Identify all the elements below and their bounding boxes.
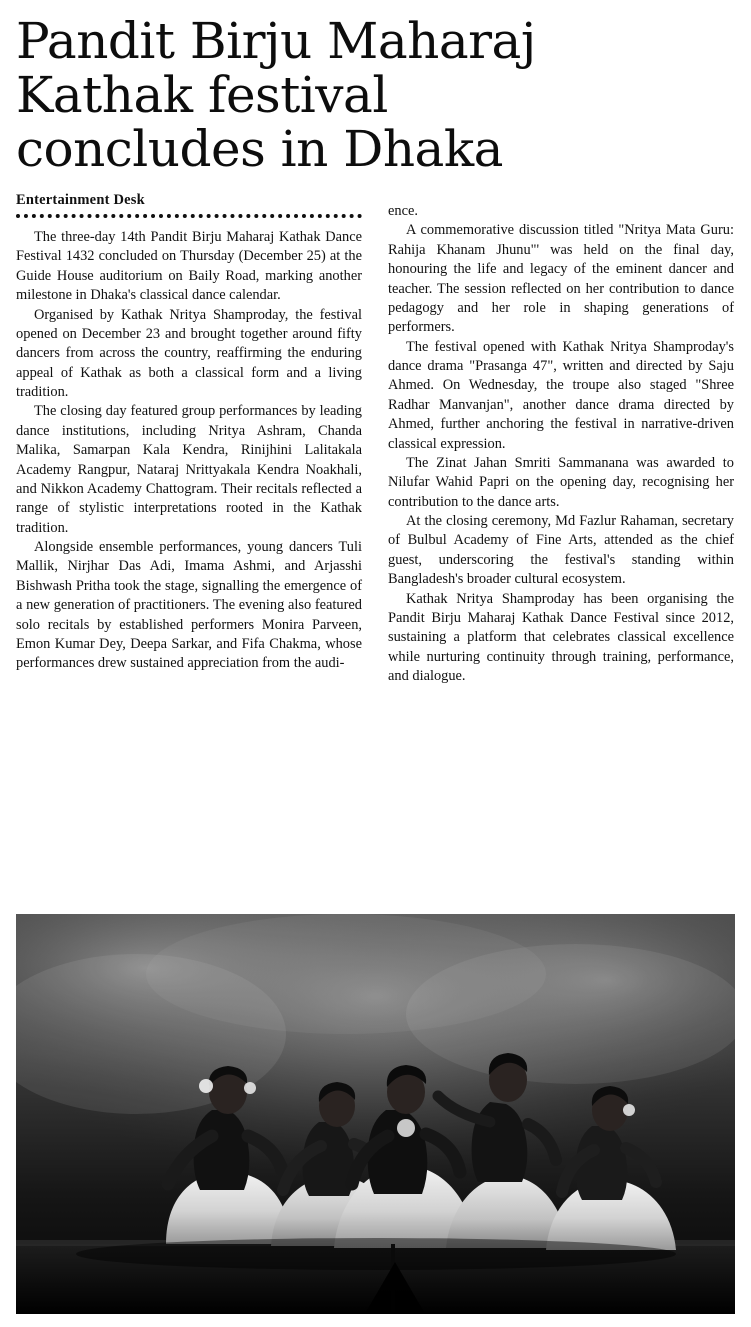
column-left [16, 228, 362, 686]
paragraph: A commemorative discussion titled "Nritya Mata Guru: Rahija Khanam Jhunu"' was held on the final day, honouring the life and legacy of the eminent dancer and teacher. The session reflected on her contribution to dance pedagogy and her role in shaping generations of performers. [388, 222, 734, 336]
paragraph: The three-day 14th Pandit Birju Maharaj Kathak Dance Festival 1432 concluded on Thursday (December 25) at the Guide House auditorium on Baily Road, marking another milestone in Dhaka's classical dance calendar. [16, 229, 362, 304]
article-photo [16, 914, 735, 1314]
paragraph: At the closing ceremony, Md Fazlur Rahaman, secretary of Bulbul Academy of Fine Arts, attended as the chief guest, underscoring the festival's standing within Bangladesh's broader cultural ecosystem. [388, 513, 734, 588]
paragraph: The Zinat Jahan Smriti Sammanana was awarded to Nilufar Wahid Papri on the opening day, recognising her contribution to the dance arts. [388, 454, 734, 510]
paragraph: The closing day featured group performances by leading dance institutions, including Nritya Ashram, Chanda Malika, Samarpan Kala Kendra, Rinijhini Lalitakala Academy Rangpur, Nataraj Nrittyakala Kendra Noakhali, and Nikkon Academy Chattogram. Their recitals reflected a range of stylistic interpretations rooted in the Kathak tradition. [16, 403, 362, 536]
paragraph: ence. [388, 203, 418, 219]
paragraph: Organised by Kathak Nritya Shamproday, the festival opened on December 23 and brought together around fifty dancers from across the country, reaffirming the enduring appeal of Kathak as both a classical form and a living tradition. [16, 306, 362, 400]
byline: Entertainment Desk [16, 192, 145, 208]
divider [16, 214, 362, 222]
headline-line-1: Pandit Birju Maharaj [16, 12, 536, 70]
paragraph: The festival opened with Kathak Nritya Shamproday's dance drama "Prasanga 47", written and directed by Saju Ahmed. On Wednesday, the troupe also staged "Shree Radhar Manvanjan", another dance drama directed by Ahmed, further anchoring the festival in narrative-driven classical expression. [388, 338, 734, 452]
column-right [388, 202, 734, 686]
headline-line-2: Kathak festival [16, 66, 388, 124]
article-body [16, 203, 735, 686]
paragraph: Kathak Nritya Shamproday has been organising the Pandit Birju Maharaj Kathak Dance Festival since 2012, sustaining a platform that celebrates classical excellence while nurturing continuity through training, performance, and dialogue. [388, 590, 734, 684]
headline-line-3: concludes in Dhaka [16, 120, 503, 178]
byline-block [16, 192, 362, 222]
page-title [16, 14, 735, 176]
paragraph: Alongside ensemble performances, young dancers Tuli Mallik, Nirjhar Das Adi, Imama Ashmi, and Arjasshi Bishwash Pritha took the stage, signalling the emergence of a new generation of practitioners. The evening also featured solo recitals by established performers Monira Parveen, Emon Kumar Dey, Deepa Sarkar, and Fifa Chakma, whose performances drew sustained appreciation from the audi- [16, 539, 362, 672]
